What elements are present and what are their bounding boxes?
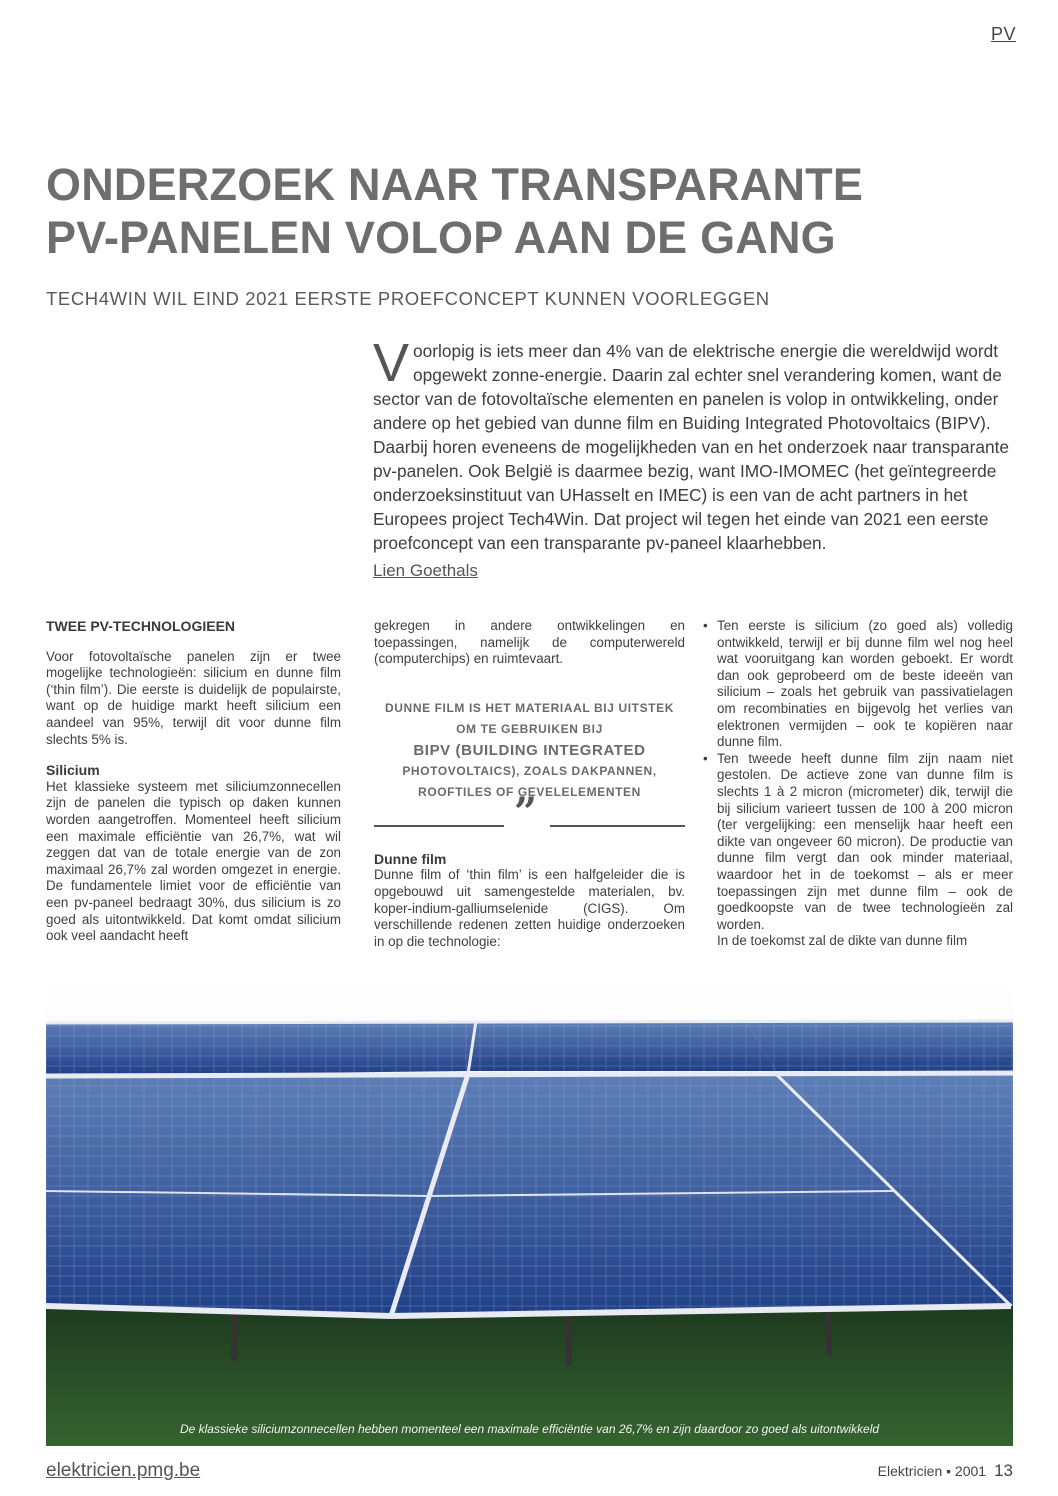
- section-heading: TWEE PV-TECHNOLOGIEEN: [46, 618, 236, 634]
- photo-caption: De klassieke siliciumzonnecellen hebben momenteel een maximale efficiëntie van 26,7% en zijn daardoor zo goed als uitontwikkeld: [179, 1422, 880, 1436]
- solar-panel-photo: [46, 976, 1013, 1446]
- bullet-icon: •: [703, 750, 708, 766]
- drop-cap: V: [373, 333, 410, 393]
- list-item: [703, 751, 1013, 934]
- pull-quote-line: PHOTOVOLTAICS), ZOALS DAKPANNEN, ROOFTILES OF GEVELELEMENTEN: [402, 763, 657, 799]
- title-line-2: PV-PANELEN VOLOP AAN DE GANG: [46, 212, 836, 263]
- list-item: [703, 618, 1013, 751]
- author-byline[interactable]: Lien Goethals: [373, 561, 478, 580]
- divider-line: [550, 825, 685, 827]
- footer-info: [878, 1461, 1013, 1481]
- solar-panel-illustration: [46, 976, 1013, 1446]
- column-3: [703, 618, 1013, 950]
- page-number: 13: [994, 1461, 1013, 1480]
- lead-text: oorlopig is iets meer dan 4% van de elektrische energie die wereldwijd wordt opgewekt zonne-energie. Daarin zal echter snel verandering komen, want de sector van de fotovoltaïsche elementen en panelen is volop in ontwikkeling, onder andere op het gebied van dunne film en Buiding Integrated Photovoltaics (BIPV). Daarbij horen eveneens de mogelijkheden van en het onderzoek naar transparante pv-panelen. Ook België is daarmee bezig, want IMO-IMOMEC (het geïntegreerde onderzoeksinstituut van UHasselt en IMEC) is een van de acht partners in het Europees project Tech4Win. Dat project wil tegen het einde van 2021 een eerste proefconcept van een transparante pv-paneel klaarhebben.: [373, 341, 1009, 553]
- list-item-continuation: [703, 933, 1013, 950]
- list-item-text: Ten tweede heeft dunne film zijn naam niet gestolen. De actieve zone van dunne film is slechts 1 à 2 micron (micrometer) dik, terwijl die bij silicium varieert tussen de 100 à 200 micron (ter vergelijking: een menselijk haar heeft een dikte van ongeveer 60 micron). De productie van dunne film vergt dan ook minder materiaal, waardoor het in de toekomst – als er meer toepassingen zijn met dunne film – ook de goedkoopste van de twee technologieën zal worden.: [717, 750, 1013, 932]
- paragraph: gekregen in andere ontwikkelingen en toepassingen, namelijk de computerwereld (computerchips) en ruimtevaart.: [374, 618, 685, 667]
- title-line-1: ONDERZOEK NAAR TRANSPARANTE: [46, 159, 864, 210]
- pull-quote: [382, 698, 677, 803]
- subheading-dunne-film: Dunne film: [374, 850, 447, 867]
- pull-quote-line: DUNNE FILM IS HET MATERIAAL BIJ UITSTEK OM TE GEBRUIKEN BIJ: [385, 700, 674, 736]
- section-tag: PV: [991, 24, 1017, 44]
- subheading-silicium: Silicium: [46, 762, 100, 779]
- paragraph: Dunne film of ‘thin film’ is een halfgeleider die is opgebouwd uit samengestelde materialen, bv. koper-indium-galliumselenide (CIGS). Om verschillende redenen zetten huidige onderzoeken in op die technologie:: [374, 867, 685, 949]
- article-title: [46, 158, 1006, 264]
- paragraph: Voor fotovoltaïsche panelen zijn er twee mogelijke technologieën: silicium en dunne film (‘thin film’). Die eerste is duidelijk de populairste, want op de huidige markt heeft silicium een aandeel van 95%, terwijl dit voor dunne film slechts 5% is.: [46, 648, 341, 747]
- quote-divider: [374, 788, 685, 839]
- quote-mark-icon: ”: [514, 788, 538, 836]
- magazine-issue: Elektricien • 2001: [877, 1463, 987, 1479]
- lead-paragraph: [373, 333, 1013, 555]
- column-1: [46, 618, 341, 945]
- divider-line: [374, 825, 504, 827]
- article-subtitle: TECH4WIN WIL EIND 2021 EERSTE PROEFCONCEPT KUNNEN VOORLEGGEN: [46, 288, 770, 309]
- bullet-icon: •: [703, 618, 708, 633]
- paragraph: In de toekomst zal de dikte van dunne film: [717, 933, 968, 949]
- column-2: [374, 618, 685, 950]
- website-link[interactable]: elektricien.pmg.be: [46, 1460, 201, 1481]
- pull-quote-line: BIPV (BUILDING INTEGRATED: [413, 741, 646, 759]
- list-item-text: Ten eerste is silicium (zo goed als) volledig ontwikkeld, terwijl er bij dunne film wel nog heel wat vooruitgang kan worden geboekt. Er wordt dan ook geprobeerd om de beste ideeën van silicium – zoals het gebruik van passivatielagen om recombinaties en bijgevolg het verlies van elektronen vermijden – ook te kopiëren naar dunne film.: [717, 618, 1013, 750]
- paragraph: Het klassieke systeem met siliciumzonnecellen zijn de panelen die typisch op daken kunnen worden aangetroffen. Momenteel heeft silicium een maximale efficiëntie van 26,7%, wat wil zeggen dat van de totale energie van de zon maximaal 26,7% zal worden omgezet in energie. De fundamentele limiet voor de efficiëntie van een pv-paneel bedraagt 30%, dus silicium is zo goed als uitontwikkeld. Dat komt omdat silicium ook veel aandacht heeft: [46, 778, 341, 944]
